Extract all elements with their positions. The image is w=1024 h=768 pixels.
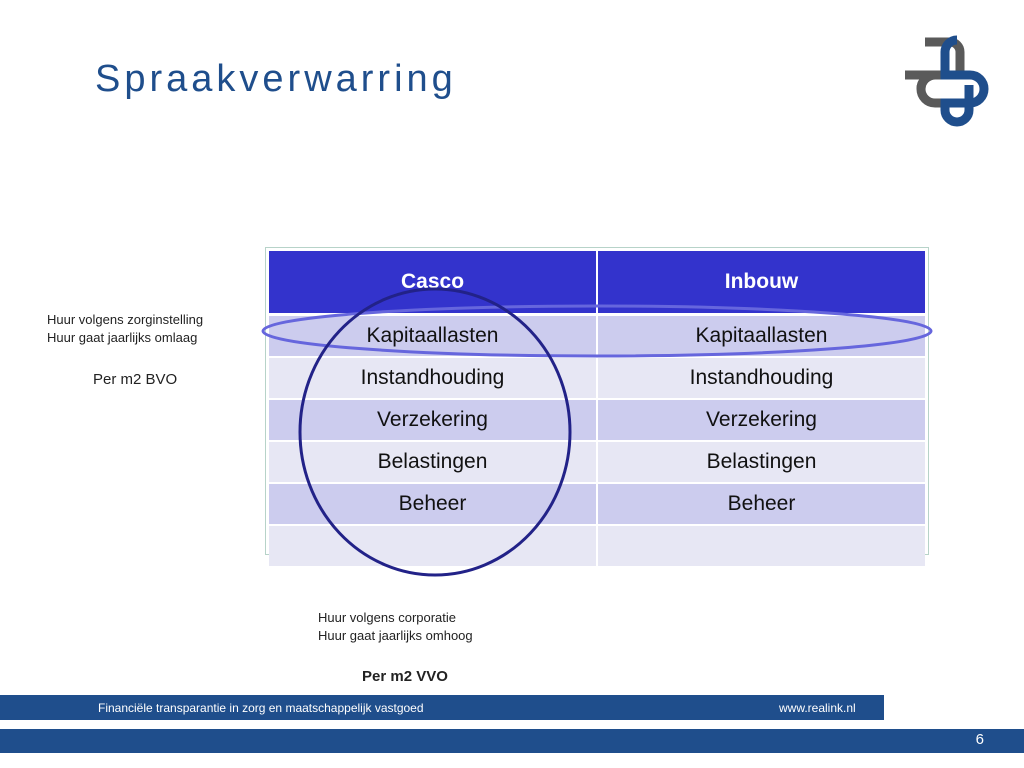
table-cell: Kapitaallasten [597, 315, 925, 358]
table-cell: Belastingen [597, 441, 925, 483]
table-row [269, 483, 925, 525]
table-header-row [269, 251, 925, 315]
page-number: 6 [975, 731, 984, 748]
bottom-note-line1: Huur volgens corporatie [318, 610, 457, 625]
table-cell: Verzekering [597, 399, 925, 441]
header-inbouw: Inbouw [597, 251, 925, 315]
table-row [269, 525, 925, 567]
table-cell: Instandhouding [269, 357, 597, 399]
left-per-unit: Per m2 BVO [93, 371, 178, 388]
left-note [47, 311, 203, 347]
table-cell: Beheer [597, 483, 925, 525]
realink-logo-icon [895, 30, 1001, 130]
bottom-bar [0, 729, 1024, 753]
table-cell: Beheer [269, 483, 597, 525]
table-row [269, 357, 925, 399]
footer-website-link[interactable]: www.realink.nl [779, 701, 856, 715]
table-cell: Kapitaallasten [269, 315, 597, 358]
header-casco: Casco [269, 251, 597, 315]
table-cell: Verzekering [269, 399, 597, 441]
footer-tagline: Financiële transparantie in zorg en maatschappelijk vastgoed [98, 701, 424, 715]
left-note-line1: Huur volgens zorginstelling [47, 312, 204, 327]
table-cell: Instandhouding [597, 357, 925, 399]
table-cell: Belastingen [269, 441, 597, 483]
table-row [269, 315, 925, 358]
table-row [269, 441, 925, 483]
slide-title: Spraakverwarring [95, 58, 457, 100]
table-row [269, 399, 925, 441]
left-note-line2: Huur gaat jaarlijks omlaag [47, 330, 198, 345]
bottom-per-unit: Per m2 VVO [362, 668, 448, 685]
bottom-note-line2: Huur gaat jaarlijks omhoog [318, 628, 473, 643]
comparison-table [269, 251, 925, 568]
table-cell [269, 525, 597, 567]
bottom-note [318, 609, 473, 645]
table-cell [597, 525, 925, 567]
